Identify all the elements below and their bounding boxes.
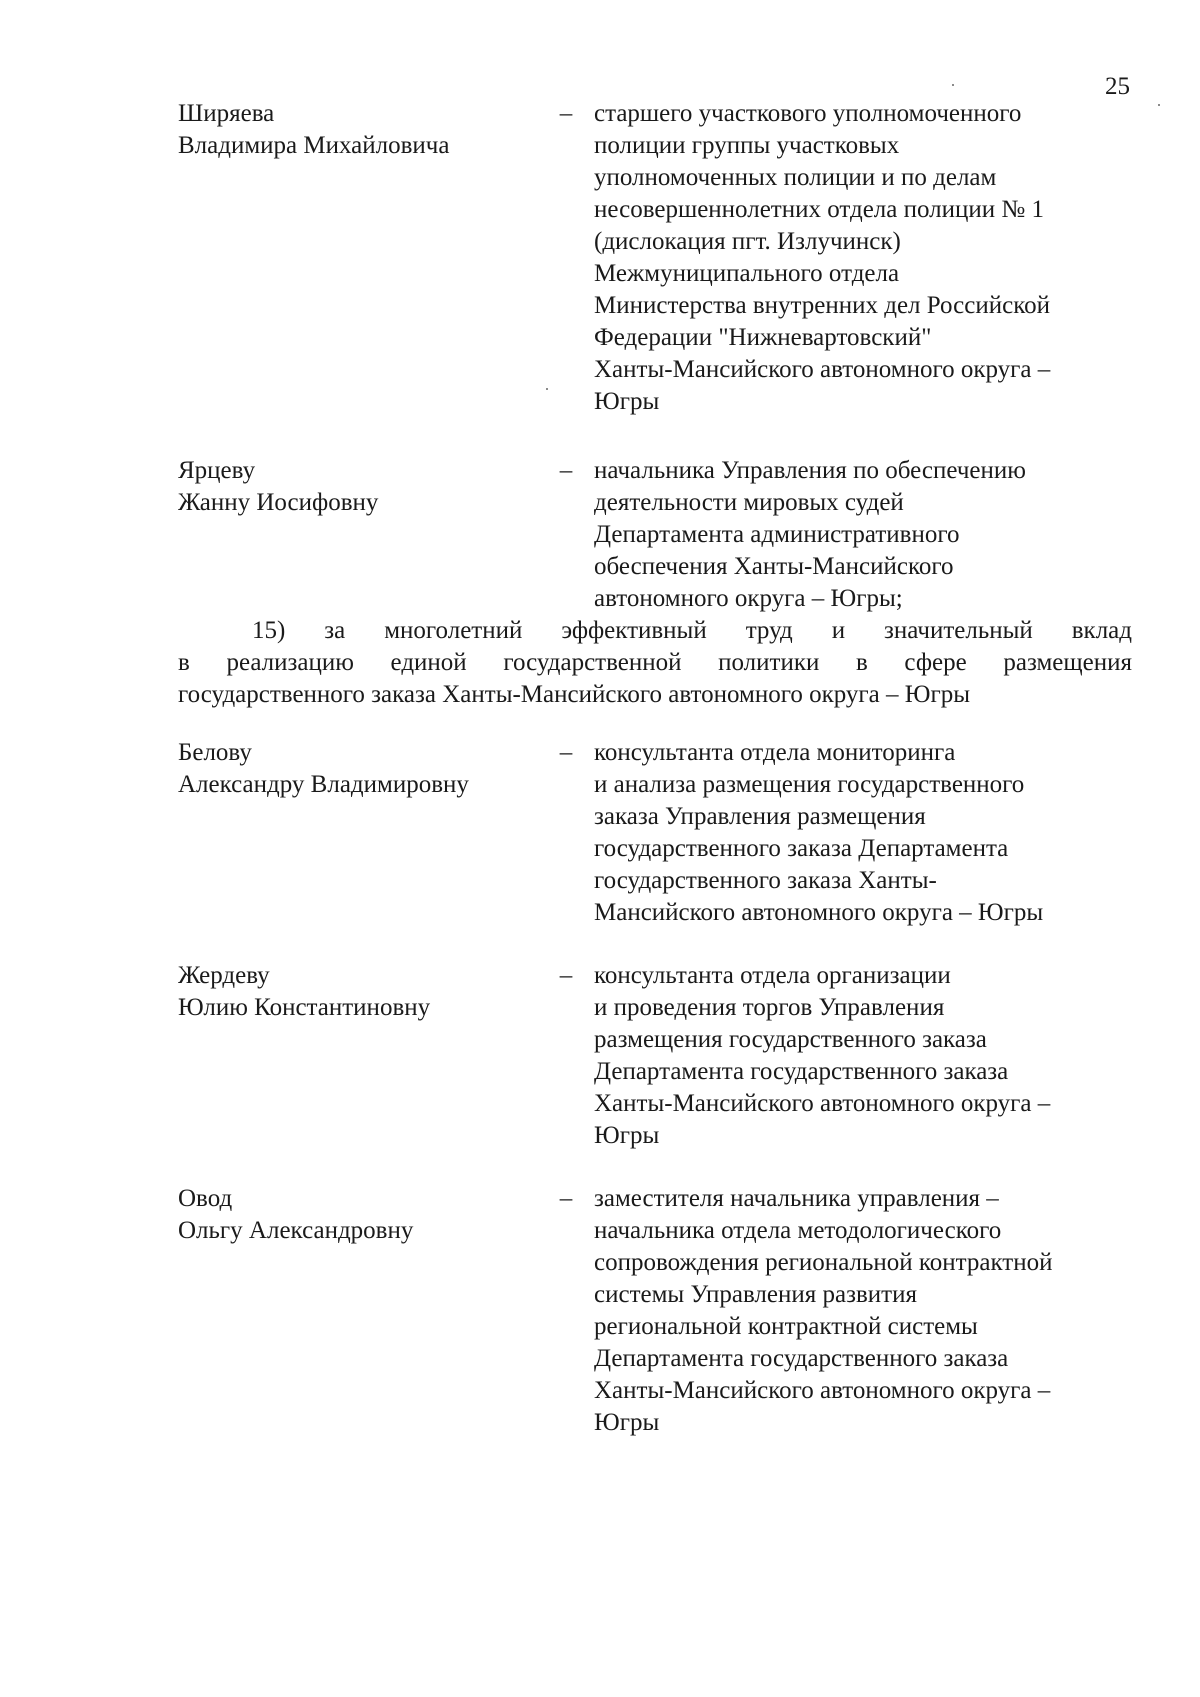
paragraph-line: 15) за многолетний эффективный труд и значительный вклад <box>252 617 1132 644</box>
awardee-position <box>594 1183 1134 1439</box>
awardee-surname: Ярцеву <box>178 457 256 484</box>
position-line: Министерства внутренних дел Российской <box>594 292 1050 319</box>
position-line: Югры <box>594 388 660 415</box>
position-line: Мансийского автономного округа – Югры <box>594 899 1044 926</box>
awardee-name <box>178 737 538 801</box>
awardee-given-names: Жанну Иосифовну <box>178 489 379 516</box>
awardee-surname: Белову <box>178 739 252 766</box>
position-line: консультанта отдела мониторинга <box>594 739 956 766</box>
page-number: 25 <box>1105 73 1130 100</box>
position-line: консультанта отдела организации <box>594 962 951 989</box>
paragraph-line: государственного заказа Ханты-Мансийского автономного округа – Югры <box>178 681 970 708</box>
scan-speck <box>952 84 954 86</box>
position-line: Ханты-Мансийского автономного округа – <box>594 1090 1051 1117</box>
awardee-surname: Ширяева <box>178 100 275 127</box>
awardee-given-names: Александру Владимировну <box>178 771 469 798</box>
scan-speck <box>1158 104 1160 106</box>
position-line: Ханты-Мансийского автономного округа – <box>594 356 1051 383</box>
position-line: сопровождения региональной контрактной <box>594 1249 1053 1276</box>
position-line: Ханты-Мансийского автономного округа – <box>594 1377 1051 1404</box>
position-line: несовершеннолетних отдела полиции № 1 <box>594 196 1045 223</box>
position-line: и проведения торгов Управления <box>594 994 945 1021</box>
position-line: заместителя начальника управления – <box>594 1185 999 1212</box>
awardee-name <box>178 960 538 1024</box>
position-line: размещения государственного заказа <box>594 1026 987 1053</box>
awardee-surname: Овод <box>178 1185 233 1212</box>
position-line: государственного заказа Ханты- <box>594 867 937 894</box>
entry-dash: – <box>559 100 573 127</box>
position-line: Межмуниципального отдела <box>594 260 900 287</box>
paragraph-line: в реализацию единой государственной политики в сфере размещения <box>178 649 1132 676</box>
awardee-name <box>178 98 538 162</box>
entry-dash: – <box>559 1185 573 1212</box>
awardee-surname: Жердеву <box>178 962 270 989</box>
position-line: системы Управления развития <box>594 1281 917 1308</box>
awardee-name <box>178 455 538 519</box>
position-line: старшего участкового уполномоченного <box>594 100 1022 127</box>
entry-dash: – <box>559 962 573 989</box>
position-line: государственного заказа Департамента <box>594 835 1009 862</box>
position-line: (дислокация пгт. Излучинск) <box>594 228 901 255</box>
awardee-position <box>594 960 1134 1152</box>
position-line: начальника отдела методологического <box>594 1217 1002 1244</box>
position-line: начальника Управления по обеспечению <box>594 457 1026 484</box>
position-line: Югры <box>594 1409 660 1436</box>
position-line: уполномоченных полиции и по делам <box>594 164 997 191</box>
position-line: Федерации "Нижневартовский" <box>594 324 932 351</box>
entry-dash: – <box>559 739 573 766</box>
position-line: обеспечения Ханты-Мансийского <box>594 553 954 580</box>
awardee-position <box>594 737 1134 929</box>
position-line: и анализа размещения государственного <box>594 771 1025 798</box>
position-line: автономного округа – Югры; <box>594 585 903 612</box>
position-line: заказа Управления размещения <box>594 803 926 830</box>
awardee-given-names: Владимира Михайловича <box>178 132 450 159</box>
scan-speck <box>546 388 548 390</box>
position-line: Департамента административного <box>594 521 960 548</box>
position-line: региональной контрактной системы <box>594 1313 978 1340</box>
awardee-position <box>594 455 1134 615</box>
position-line: деятельности мировых судей <box>594 489 904 516</box>
awardee-position <box>594 98 1134 418</box>
awardee-given-names: Юлию Константиновну <box>178 994 431 1021</box>
entry-dash: – <box>559 457 573 484</box>
awardee-name <box>178 1183 538 1247</box>
position-line: Департамента государственного заказа <box>594 1058 1009 1085</box>
position-line: Департамента государственного заказа <box>594 1345 1009 1372</box>
award-category-paragraph <box>178 615 1132 711</box>
position-line: полиции группы участковых <box>594 132 900 159</box>
position-line: Югры <box>594 1122 660 1149</box>
awardee-given-names: Ольгу Александровну <box>178 1217 414 1244</box>
